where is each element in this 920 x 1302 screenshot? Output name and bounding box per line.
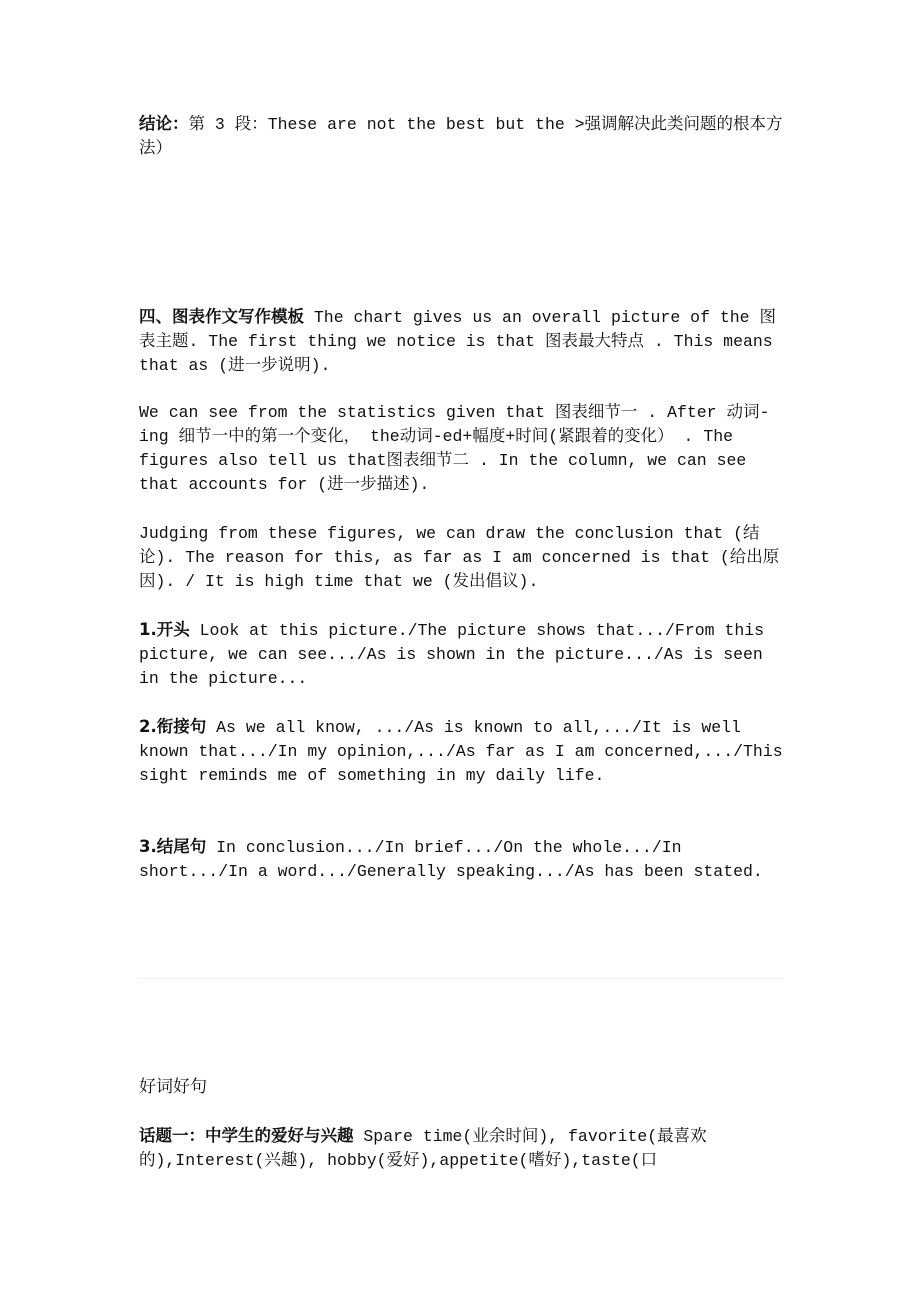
ending-label: 3.结尾句: [139, 837, 207, 856]
page-divider: [139, 978, 784, 979]
opening-label: 1.开头: [139, 620, 190, 639]
topic1-text: Spare time(业余时间), favorite(最喜欢的),Interest(兴趣), hobby(爱好),appetite(嗜好),taste(口: [139, 1127, 707, 1170]
chart-template-title: 四、图表作文写作模板: [139, 307, 304, 326]
chart-template-para2: We can see from the statistics given that 图表细节一 . After 动词-ing 细节一中的第一个变化， the动词-ed+幅度+时间(紧跟着的变化） . The figures also tell us that图表细节二 . In the column, we can see that accounts for (进一步描述).: [139, 403, 770, 494]
chart-template-para1: The chart gives us an overall picture of the 图表主题. The first thing we notice is that 图表最大特点 . This means that as (进一步说明).: [139, 308, 776, 375]
opening-sentences: [139, 618, 784, 691]
conclusion-label: 结论：: [139, 114, 189, 133]
topic1-label: 话题一：中学生的爱好与兴趣: [139, 1126, 354, 1145]
transition-sentences: [139, 715, 784, 788]
transition-label: 2.衔接句: [139, 717, 207, 736]
conclusion-text: 第 3 段：These are not the best but the >强调解决此类问题的根本方法）: [139, 115, 783, 158]
ending-sentences: [139, 835, 784, 884]
topic1-paragraph: [139, 1124, 784, 1173]
transition-text: As we all know, .../As is known to all,.../It is well known that.../In my opinion,.../As far as I am concerned,.../This sight reminds me of something in my daily life.: [139, 718, 783, 785]
chart-template-intro: [139, 305, 784, 378]
conclusion-paragraph: [139, 112, 784, 161]
chart-template-para3: Judging from these figures, we can draw the conclusion that (结论). The reason for this, as far as I am concerned is that (给出原因). / It is high time that we (发出倡议).: [139, 524, 780, 591]
opening-text: Look at this picture./The picture shows that.../From this picture, we can see.../As is shown in the picture.../As is seen in the picture...: [139, 621, 765, 688]
good-words-heading: 好词好句: [139, 1077, 207, 1097]
ending-text: In conclusion.../In brief.../On the whole.../In short.../In a word.../Generally speaking.../As has been stated.: [139, 838, 763, 881]
